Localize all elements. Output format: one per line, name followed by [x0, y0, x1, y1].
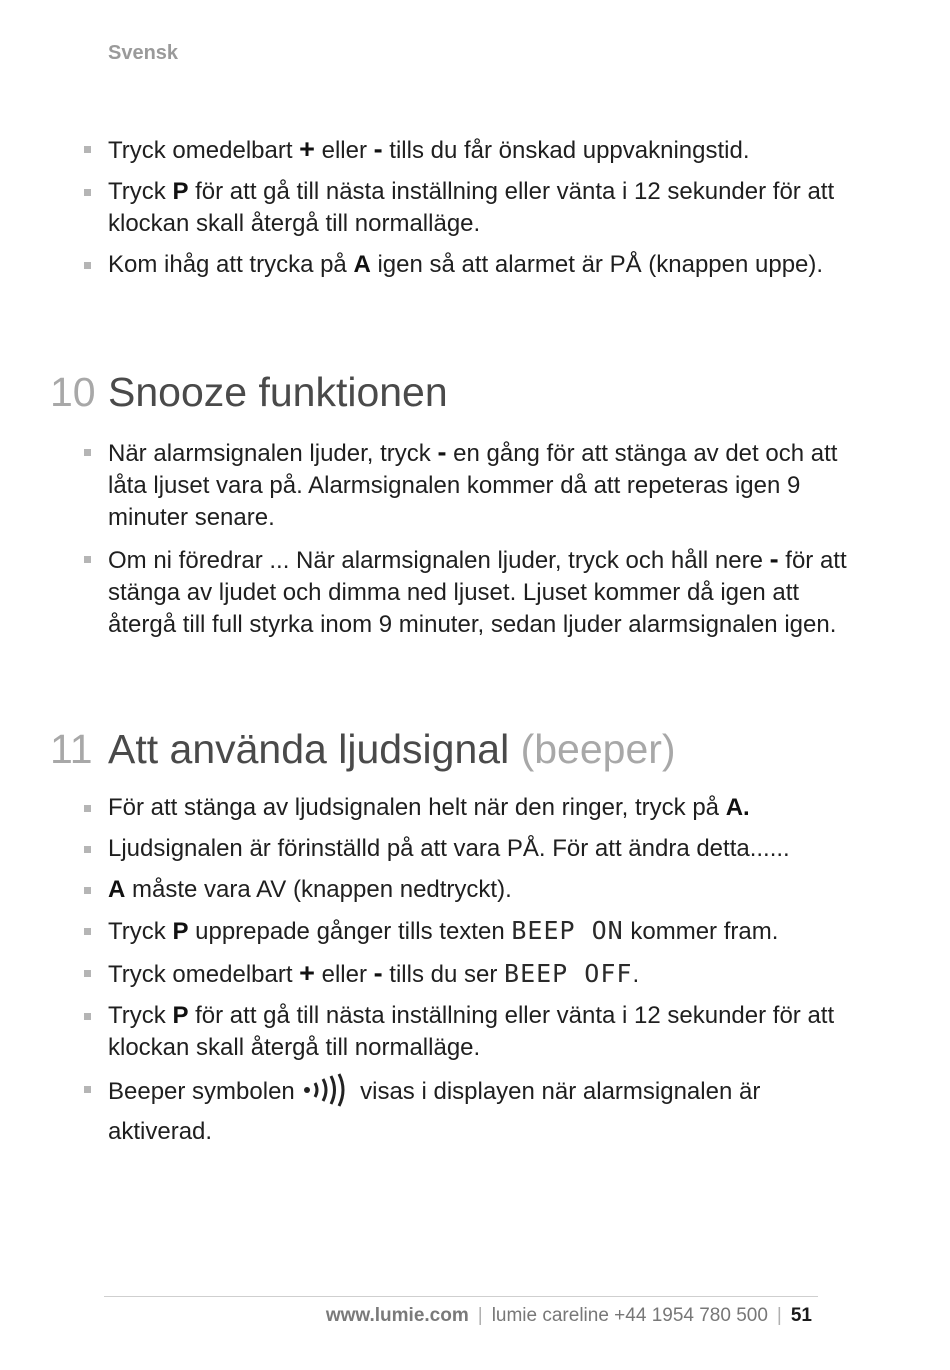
- section-11-list: [84, 792, 864, 1157]
- section-10-list: [84, 436, 864, 650]
- list-item: Om ni föredrar ... När alarmsignalen ljuder, tryck och håll nere - för att stänga av ljudet och dimma ned ljuset. Ljuset kommer då igen att återgå till full styrka inom 9 minuter, sedan ljuder alarmsignalen igen.: [84, 543, 864, 641]
- list-item: Kom ihåg att trycka på A igen så att alarmet är PÅ (knappen uppe).: [84, 249, 864, 281]
- section-subtitle: (beeper): [520, 726, 676, 772]
- list-item: Tryck P för att gå till nästa inställning eller vänta i 12 sekunder för att klockan skall återgå till normalläge.: [84, 176, 864, 240]
- section-title: Snooze funktionen: [108, 369, 448, 415]
- footer-divider: [104, 1296, 818, 1297]
- section-number: 11: [50, 726, 93, 772]
- minus-key: -: [373, 958, 383, 988]
- website-link[interactable]: www.lumie.com: [325, 1305, 469, 1326]
- section-11-heading: [50, 725, 676, 773]
- lcd-text-beep-on: BEEP ON: [511, 916, 624, 945]
- careline-text: lumie careline +44 1954 780 500: [491, 1305, 768, 1326]
- section-title: Att använda ljudsignal: [108, 726, 510, 772]
- list-item: Beeper symbolen visas i displayen när alarmsignalen är aktiverad.: [84, 1073, 864, 1148]
- minus-key: -: [373, 134, 383, 164]
- minus-key: -: [769, 544, 779, 574]
- beeper-sound-icon: [303, 1073, 351, 1116]
- page-footer: www.lumie.com | lumie careline +44 1954 780 500 | 51: [325, 1305, 812, 1326]
- list-item: Tryck P upprepade gånger tills texten BEEP ON kommer fram.: [84, 915, 864, 948]
- key-p: P: [172, 1002, 189, 1029]
- intro-list: [84, 133, 864, 290]
- key-a: A.: [725, 794, 750, 821]
- key-a: A: [353, 251, 371, 278]
- plus-key: +: [299, 958, 315, 988]
- key-p: P: [172, 918, 189, 945]
- page-number: 51: [790, 1305, 812, 1326]
- lcd-text-beep-off: BEEP OFF: [504, 959, 633, 988]
- key-p: P: [172, 178, 189, 205]
- key-a: A: [108, 876, 126, 903]
- language-label: Svensk: [108, 42, 179, 64]
- list-item: För att stänga av ljudsignalen helt när den ringer, tryck på A.: [84, 792, 864, 824]
- plus-key: +: [299, 134, 315, 164]
- list-item: Tryck omedelbart + eller - tills du får önskad uppvakningstid.: [84, 133, 864, 167]
- list-item: A måste vara AV (knappen nedtryckt).: [84, 874, 864, 906]
- section-10-heading: [50, 368, 448, 416]
- section-number: 10: [50, 369, 96, 415]
- list-item: Tryck P för att gå till nästa inställning eller vänta i 12 sekunder för att klockan skall återgå till normalläge.: [84, 1000, 864, 1064]
- list-item: Ljudsignalen är förinställd på att vara PÅ. För att ändra detta......: [84, 833, 864, 865]
- list-item: När alarmsignalen ljuder, tryck - en gång för att stänga av det och att låta ljuset vara på. Alarmsignalen kommer då att repeteras igen 9 minuter senare.: [84, 436, 864, 534]
- list-item: Tryck omedelbart + eller - tills du ser BEEP OFF.: [84, 957, 864, 991]
- minus-key: -: [437, 437, 447, 467]
